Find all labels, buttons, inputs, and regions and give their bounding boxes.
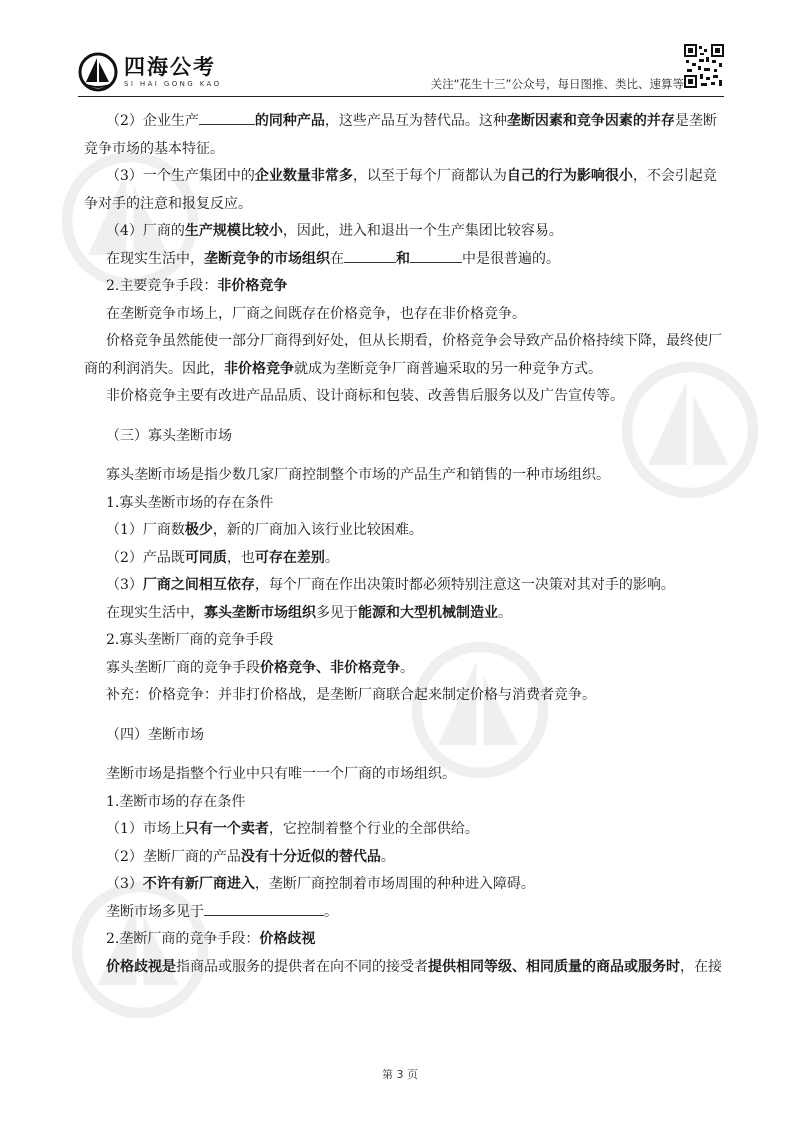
paragraph: （1）市场上只有一个卖者，它控制着整个行业的全部供给。 bbox=[106, 821, 479, 837]
paragraph: （1）厂商数极少，新的厂商加入该行业比较困难。 bbox=[106, 522, 423, 538]
header-divider bbox=[78, 96, 724, 97]
paragraph: 在垄断竞争市场上，厂商之间既存在价格竞争，也存在非价格竞争。 bbox=[106, 305, 526, 322]
document-body bbox=[84, 108, 726, 981]
paragraph: 在现实生活中，垄断竞争的市场组织在 和 中是很普遍的。 bbox=[106, 246, 726, 274]
subheading: 2.寡头垄断厂商的竞争手段 bbox=[106, 632, 274, 648]
header-slogan: 关注“花生十三”公众号，每日图推、类比、速算等 bbox=[430, 77, 684, 91]
paragraph: （3）厂商之间相互依存，每个厂商在作出决策时都必须特别注意这一决策对其对手的影响。 bbox=[106, 577, 675, 593]
paragraph: 垄断市场是指整个行业中只有唯一一个厂商的市场组织。 bbox=[106, 766, 456, 782]
qr-code-icon bbox=[684, 44, 724, 88]
brand-logo bbox=[78, 52, 222, 92]
fill-blank bbox=[199, 108, 255, 125]
paragraph: （3）一个生产集团中的企业数量非常多，以至于每个厂商都认为自己的行为影响很小，不会引起竞 bbox=[106, 168, 717, 184]
paragraph: 商的利润消失。因此，非价格竞争就成为垄断竞争厂商普遍采取的另一种竞争方式。 bbox=[84, 360, 602, 377]
brand-name-en: SI HAI GONG KAO bbox=[124, 80, 222, 88]
subheading: 1.寡头垄断市场的存在条件 bbox=[106, 494, 274, 511]
paragraph: （3）不许有新厂商进入，垄断厂商控制着市场周围的种种进入障碍。 bbox=[106, 876, 535, 892]
page-number: 第 3 页 bbox=[382, 1068, 418, 1081]
paragraph: 争对手的注意和报复反应。 bbox=[84, 195, 252, 212]
paragraph: 补充：价格竞争：并非打价格战，是垄断厂商联合起来制定价格与消费者竞争。 bbox=[106, 687, 596, 703]
paragraph: （2）企业生产 的同种产品，这些产品互为替代品。这种垄断因素和竞争因素的并存是垄断 bbox=[106, 108, 726, 136]
paragraph: （2）垄断厂商的产品没有十分近似的替代品。 bbox=[106, 848, 395, 865]
subheading: 1.垄断市场的存在条件 bbox=[106, 793, 246, 810]
paragraph: 价格歧视是指商品或服务的提供者在向不同的接受者提供相同等级、相同质量的商品或服务时，在接 bbox=[106, 958, 722, 975]
page-header bbox=[0, 0, 800, 104]
fill-blank bbox=[344, 246, 396, 263]
sailboat-logo-icon bbox=[78, 52, 118, 92]
paragraph: 寡头垄断厂商的竞争手段价格竞争、非价格竞争。 bbox=[106, 659, 414, 676]
subheading: 2.主要竞争手段：非价格竞争 bbox=[106, 278, 288, 294]
subheading: 2.垄断厂商的竞争手段：价格歧视 bbox=[106, 931, 316, 947]
fill-blank bbox=[410, 246, 462, 263]
paragraph: （4）厂商的生产规模比较小，因此，进入和退出一个生产集团比较容易。 bbox=[106, 223, 563, 239]
fill-blank bbox=[204, 899, 324, 916]
section-heading: （三）寡头垄断市场 bbox=[106, 427, 232, 444]
paragraph: 竞争市场的基本特征。 bbox=[84, 140, 224, 157]
paragraph: 寡头垄断市场是指少数几家厂商控制整个市场的产品生产和销售的一种市场组织。 bbox=[106, 467, 610, 483]
paragraph: （2）产品既可同质，也可存在差别。 bbox=[106, 549, 339, 566]
paragraph: 在现实生活中，寡头垄断市场组织多见于能源和大型机械制造业。 bbox=[106, 604, 512, 621]
brand-name-cn: 四海公考 bbox=[124, 55, 216, 79]
paragraph: 垄断市场多见于 。 bbox=[106, 899, 726, 927]
paragraph: 非价格竞争主要有改进产品品质、设计商标和包装、改善售后服务以及广告宣传等。 bbox=[106, 388, 624, 404]
paragraph: 价格竞争虽然能使一部分厂商得到好处，但从长期看，价格竞争会导致产品价格持续下降，最终使厂 bbox=[106, 333, 722, 349]
section-heading: （四）垄断市场 bbox=[106, 726, 204, 743]
